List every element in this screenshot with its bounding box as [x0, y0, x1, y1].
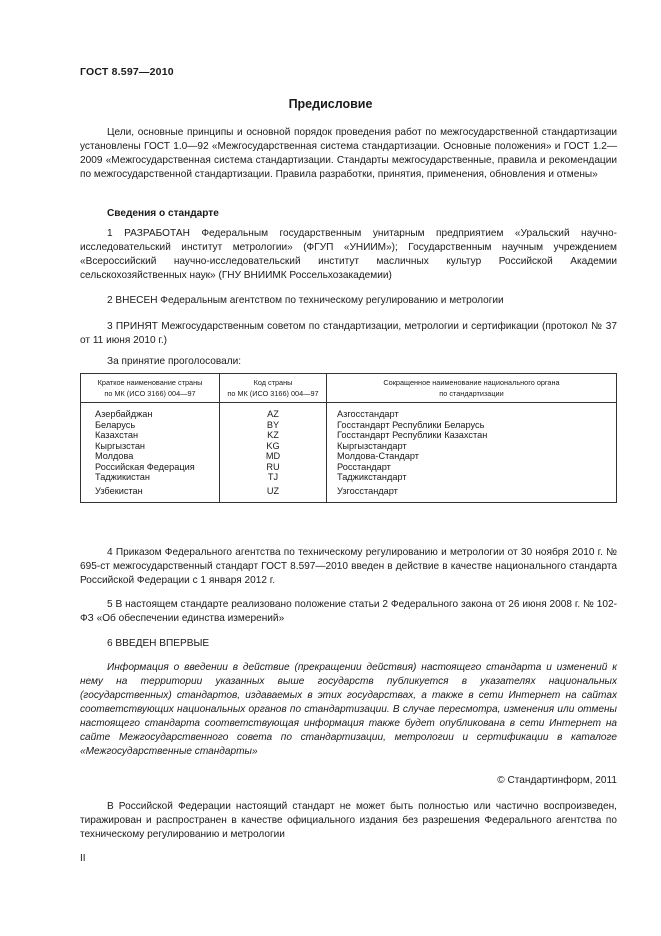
header-organ [327, 374, 617, 403]
header-country-line2: по МК (ИСО 3166) 004—97 [104, 389, 196, 398]
section-heading: Сведения о стандарте [107, 208, 219, 219]
header-country [81, 374, 220, 403]
organ-cell: Госстандарт Республики Беларусь [337, 419, 485, 430]
item-5-paragraph: 5 В настоящем стандарте реализовано положение статьи 2 Федерального закона от 26 июня 2008 г. № 102-ФЗ «Об обеспечении единства измерений» [80, 599, 617, 624]
table-row [81, 430, 617, 441]
info-notice: Информация о введении в действие (прекращении действия) настоящего стандарта и изменений к нему на территории указанных выше государств публикуется в указателях национальных (государственных) стандартов, издаваемых в этих государствах, а также в сети Интернет на сайтах соответствующих национальных органов по стандартизации. В случае пересмотра, изменения или отмены настоящего стандарта соответствующая информация также будет опубликована в сети Интернет на сайте Межгосударственного совета по стандартизации, метрологии и сертификации в каталоге «Межгосударственные стандарты» [80, 662, 617, 757]
header-organ-line1: Сокращенное наименование национального органа [383, 378, 560, 387]
intro-paragraph: Цели, основные принципы и основной порядок проведения работ по межгосударственной стандартизации установлены ГОСТ 1.0—92 «Межгосударственная система стандартизации. Основные положения» и ГОСТ 1.2—2009 «Межгосударственная система стандартизации. Стандарты межгосударственные, правила и рекомендации по межгосударственной стандартизации. Правила разработки, принятия, применения, обновления и отмены» [80, 127, 617, 180]
organ-cell: Узгосстандарт [337, 485, 398, 496]
header-code [220, 374, 327, 403]
table-row [81, 441, 617, 452]
country-cell: Кыргызстан [81, 441, 220, 452]
table-row [81, 403, 617, 420]
country-cell: Молдова [81, 451, 220, 462]
item-1-paragraph: 1 РАЗРАБОТАН Федеральным государственным унитарным предприятием «Уральский научно-исследовательский институт метрологии» (ФГУП «УНИИМ»); Государственным научным учреждением «Всероссийский научно-исследовательский институт масличных культур Российской Академии сельскохозяйственных наук» (ГНУ ВНИИМК Россельхозакадемии) [80, 228, 617, 281]
table-row [81, 462, 617, 473]
table-header-row [81, 374, 617, 403]
reproduction-notice: В Российской Федерации настоящий стандарт не может быть полностью или частично воспроизведен, тиражирован и распространен в качестве официального издания без разрешения Федерального агентства по техническому регулированию и метрологии [80, 801, 617, 840]
code-cell: BY [220, 420, 327, 431]
code-cell: TJ [220, 472, 327, 483]
page-title: Предисловие [288, 97, 373, 111]
country-cell: Российская Федерация [81, 462, 220, 473]
code-cell: KG [220, 441, 327, 452]
code-cell: KZ [220, 430, 327, 441]
code-cell: AZ [220, 403, 327, 420]
page-number: II [80, 853, 86, 864]
table-row [81, 451, 617, 462]
country-cell: Узбекистан [81, 483, 220, 503]
table-row [81, 472, 617, 483]
item-6-paragraph: 6 ВВЕДЕН ВПЕРВЫЕ [107, 638, 210, 649]
vote-intro: За принятие проголосовали: [107, 356, 242, 367]
voting-table [80, 373, 617, 503]
organ-cell: Росстандарт [337, 461, 391, 472]
table-row [81, 483, 617, 503]
header-organ-line2: по стандартизации [439, 389, 504, 398]
copyright: © Стандартинформ, 2011 [497, 775, 617, 786]
header-code-line2: по МК (ИСО 3166) 004—97 [227, 389, 319, 398]
organ-cell: Молдова-Стандарт [337, 451, 419, 461]
item-3-paragraph: 3 ПРИНЯТ Межгосударственным советом по стандартизации, метрологии и сертификации (протокол № 37 от 11 июня 2010 г.) [80, 321, 617, 346]
organ-cell: Азгосстандарт [337, 409, 399, 419]
country-cell: Таджикистан [81, 472, 220, 483]
code-cell: UZ [220, 483, 327, 503]
item-2-paragraph: 2 ВНЕСЕН Федеральным агентством по техническому регулированию и метрологии [107, 295, 504, 306]
organ-cell: Таджикстандарт [337, 472, 407, 482]
country-cell: Азербайджан [81, 403, 220, 420]
code-cell: RU [220, 462, 327, 473]
code-cell: MD [220, 451, 327, 462]
standard-header: ГОСТ 8.597—2010 [80, 66, 174, 78]
table-row [81, 420, 617, 431]
item-4-paragraph: 4 Приказом Федерального агентства по техническому регулированию и метрологии от 30 ноября 2010 г. № 695-ст межгосударственный стандарт ГОСТ 8.597—2010 введен в действие в качестве национального стандарта Российской Федерации с 1 января 2012 г. [80, 547, 617, 586]
organ-cell: Госстандарт Республики Казахстан [337, 430, 488, 440]
country-cell: Беларусь [81, 420, 220, 431]
header-code-line1: Код страны [253, 378, 293, 387]
header-country-line1: Краткое наименование страны [97, 378, 203, 387]
country-cell: Казахстан [81, 430, 220, 441]
organ-cell: Кыргызстандарт [337, 440, 407, 451]
